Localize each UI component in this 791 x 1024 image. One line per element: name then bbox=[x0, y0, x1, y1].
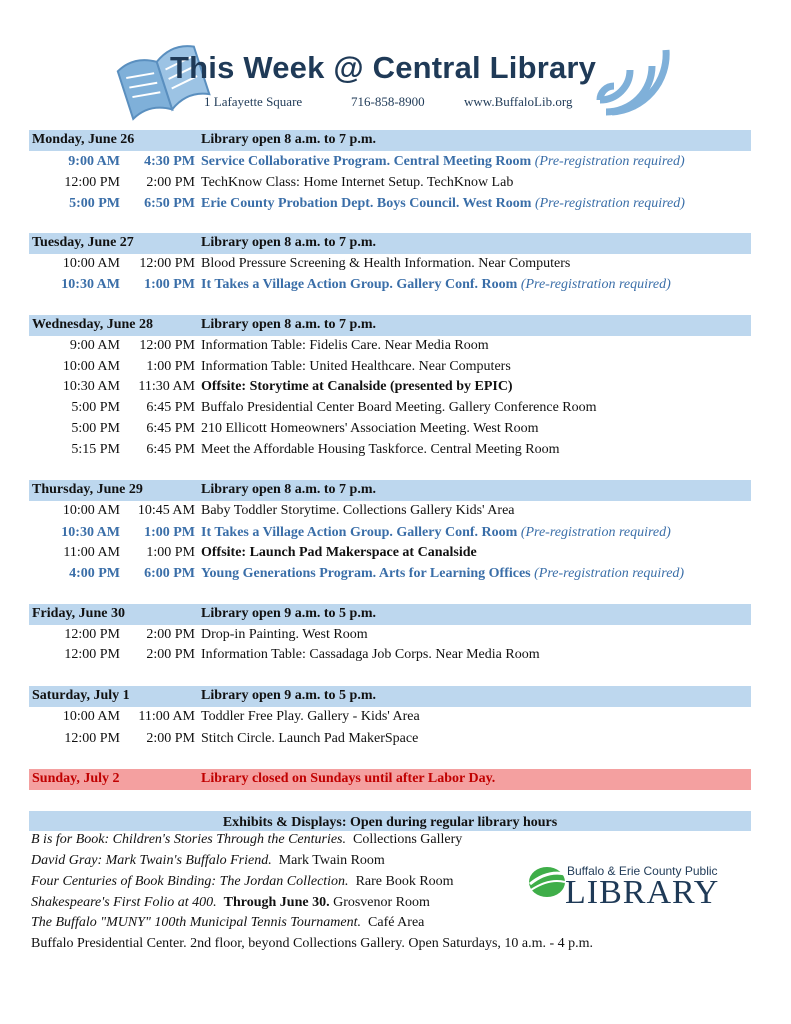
event-row bbox=[0, 731, 791, 751]
event-end: 6:45 PM bbox=[146, 400, 195, 415]
day-name: Friday, June 30 bbox=[32, 606, 125, 621]
day-name: Saturday, July 1 bbox=[32, 688, 130, 703]
event-end: 11:30 AM bbox=[138, 379, 195, 394]
event-end: 2:00 PM bbox=[146, 731, 195, 746]
event-end: 1:00 PM bbox=[144, 525, 195, 540]
day-name: Sunday, July 2 bbox=[32, 771, 120, 786]
page-title: This Week @ Central Library bbox=[170, 50, 597, 85]
event-start: 10:30 AM bbox=[61, 277, 120, 292]
event-desc: Information Table: Fidelis Care. Near Media Room bbox=[201, 338, 489, 353]
day-hours: Library open 8 a.m. to 7 p.m. bbox=[201, 317, 376, 332]
day-name: Monday, June 26 bbox=[32, 132, 135, 147]
day-hours: Library open 8 a.m. to 7 p.m. bbox=[201, 132, 376, 147]
day-header-thursday bbox=[29, 480, 751, 501]
event-end: 12:00 PM bbox=[139, 256, 195, 271]
day-hours: Library open 9 a.m. to 5 p.m. bbox=[201, 688, 376, 703]
exhibits-heading bbox=[29, 811, 751, 831]
event-end: 1:00 PM bbox=[146, 545, 195, 560]
exhibit-footer-note: Buffalo Presidential Center. 2nd floor, beyond Collections Gallery. Open Saturdays, 10 a.m. - 4 p.m. bbox=[31, 936, 594, 951]
event-desc: Young Generations Program. Arts for Learning Offices bbox=[201, 566, 531, 581]
exhibit-location: Collections Gallery bbox=[353, 832, 463, 847]
event-desc: It Takes a Village Action Group. Gallery Conf. Room bbox=[201, 525, 518, 540]
day-hours: Library closed on Sundays until after Labor Day. bbox=[201, 771, 496, 786]
event-start: 5:00 PM bbox=[71, 400, 120, 415]
event-end: 6:00 PM bbox=[144, 566, 195, 581]
event-start: 11:00 AM bbox=[63, 545, 120, 560]
event-desc: Offsite: Launch Pad Makerspace at Canalside bbox=[201, 545, 477, 560]
event-note: (Pre-registration required) bbox=[534, 154, 685, 169]
event-row bbox=[0, 154, 791, 174]
event-end: 1:00 PM bbox=[144, 277, 195, 292]
event-end: 2:00 PM bbox=[146, 647, 195, 662]
event-end: 11:00 AM bbox=[138, 709, 195, 724]
event-start: 4:00 PM bbox=[69, 566, 120, 581]
event-desc: Stitch Circle. Launch Pad MakerSpace bbox=[201, 731, 419, 746]
event-desc: Drop-in Painting. West Room bbox=[201, 627, 368, 642]
day-header-friday bbox=[29, 604, 751, 625]
event-row bbox=[0, 400, 791, 420]
event-note: (Pre-registration required) bbox=[520, 277, 671, 292]
event-desc: Blood Pressure Screening & Health Information. Near Computers bbox=[201, 256, 571, 271]
exhibit-location: Rare Book Room bbox=[355, 874, 454, 889]
event-row bbox=[0, 709, 791, 729]
event-row bbox=[0, 627, 791, 647]
event-start: 12:00 PM bbox=[64, 175, 120, 190]
event-start: 12:00 PM bbox=[64, 627, 120, 642]
phone: 716-858-8900 bbox=[351, 94, 425, 109]
exhibit-title: Shakespeare's First Folio at 400. bbox=[31, 895, 217, 910]
exhibit-title: Four Centuries of Book Binding: The Jordan Collection. bbox=[31, 874, 349, 889]
exhibit-title: B is for Book: Children's Stories Through the Centuries. bbox=[31, 832, 347, 847]
day-header-tuesday bbox=[29, 233, 751, 254]
exhibit-emphasis: Through June 30. bbox=[223, 895, 330, 910]
event-row bbox=[0, 545, 791, 565]
event-row bbox=[0, 277, 791, 297]
event-desc: Information Table: United Healthcare. Near Computers bbox=[201, 359, 511, 374]
event-start: 9:00 AM bbox=[69, 338, 120, 353]
event-desc: Baby Toddler Storytime. Collections Gallery Kids' Area bbox=[201, 503, 515, 518]
website-link[interactable]: www.BuffaloLib.org bbox=[464, 94, 573, 109]
day-name: Thursday, June 29 bbox=[32, 482, 143, 497]
day-name: Tuesday, June 27 bbox=[32, 235, 134, 250]
event-note: (Pre-registration required) bbox=[520, 525, 671, 540]
logo-top-line: Buffalo & Erie County Public bbox=[567, 864, 718, 878]
event-note: (Pre-registration required) bbox=[534, 196, 685, 211]
event-start: 10:00 AM bbox=[62, 359, 120, 374]
event-desc: Information Table: Cassadaga Job Corps. Near Media Room bbox=[201, 647, 540, 662]
exhibit-item bbox=[31, 915, 424, 931]
event-start: 10:00 AM bbox=[62, 503, 120, 518]
day-hours: Library open 8 a.m. to 7 p.m. bbox=[201, 482, 376, 497]
event-row bbox=[0, 379, 791, 399]
event-end: 2:00 PM bbox=[146, 175, 195, 190]
exhibits-heading-text: Exhibits & Displays: Open during regular library hours bbox=[222, 815, 558, 830]
event-end: 6:45 PM bbox=[146, 442, 195, 457]
exhibit-location: Grosvenor Room bbox=[333, 895, 430, 910]
wifi-signal-icon bbox=[586, 38, 676, 118]
event-desc: Meet the Affordable Housing Taskforce. Central Meeting Room bbox=[201, 442, 560, 457]
event-start: 10:00 AM bbox=[62, 709, 120, 724]
event-end: 6:45 PM bbox=[146, 421, 195, 436]
event-row bbox=[0, 525, 791, 545]
event-start: 10:30 AM bbox=[62, 379, 120, 394]
event-row bbox=[0, 359, 791, 379]
logo-main-text: LIBRARY bbox=[565, 874, 720, 911]
exhibit-item bbox=[31, 853, 385, 869]
exhibit-item bbox=[31, 874, 454, 890]
exhibit-item bbox=[31, 895, 430, 911]
event-note: (Pre-registration required) bbox=[534, 566, 685, 581]
event-row bbox=[0, 566, 791, 586]
event-row bbox=[0, 442, 791, 462]
event-end: 2:00 PM bbox=[146, 627, 195, 642]
day-header-sunday bbox=[29, 769, 751, 790]
event-desc: TechKnow Class: Home Internet Setup. TechKnow Lab bbox=[201, 175, 514, 190]
event-row bbox=[0, 196, 791, 216]
exhibit-title: The Buffalo "MUNY" 100th Municipal Tennis Tournament. bbox=[31, 915, 362, 930]
day-hours: Library open 9 a.m. to 5 p.m. bbox=[201, 606, 376, 621]
event-row bbox=[0, 175, 791, 195]
day-name: Wednesday, June 28 bbox=[32, 317, 153, 332]
event-end: 1:00 PM bbox=[146, 359, 195, 374]
event-row bbox=[0, 421, 791, 441]
event-end: 4:30 PM bbox=[144, 154, 195, 169]
event-desc: Erie County Probation Dept. Boys Council. West Room bbox=[201, 196, 532, 211]
event-start: 10:30 AM bbox=[61, 525, 120, 540]
event-desc: Service Collaborative Program. Central Meeting Room bbox=[201, 154, 532, 169]
day-hours: Library open 8 a.m. to 7 p.m. bbox=[201, 235, 376, 250]
event-start: 5:00 PM bbox=[69, 196, 120, 211]
event-desc: Offsite: Storytime at Canalside (presented by EPIC) bbox=[201, 379, 513, 394]
event-desc: 210 Ellicott Homeowners' Association Meeting. West Room bbox=[201, 421, 539, 436]
event-row bbox=[0, 647, 791, 667]
event-start: 5:15 PM bbox=[71, 442, 120, 457]
day-header-monday bbox=[29, 130, 751, 151]
exhibit-location: Mark Twain Room bbox=[278, 853, 385, 868]
event-row bbox=[0, 503, 791, 523]
exhibit-item bbox=[31, 832, 462, 848]
event-start: 12:00 PM bbox=[64, 731, 120, 746]
address: 1 Lafayette Square bbox=[204, 94, 303, 109]
event-desc: It Takes a Village Action Group. Gallery Conf. Room bbox=[201, 277, 518, 292]
event-start: 12:00 PM bbox=[64, 647, 120, 662]
event-row bbox=[0, 256, 791, 276]
exhibit-title: David Gray: Mark Twain's Buffalo Friend. bbox=[31, 853, 272, 868]
event-start: 9:00 AM bbox=[68, 154, 120, 169]
event-end: 12:00 PM bbox=[139, 338, 195, 353]
leaf-swoosh-icon bbox=[527, 864, 567, 900]
event-start: 10:00 AM bbox=[62, 256, 120, 271]
event-start: 5:00 PM bbox=[71, 421, 120, 436]
day-header-wednesday bbox=[29, 315, 751, 336]
exhibit-location: Café Area bbox=[368, 915, 425, 930]
event-desc: Toddler Free Play. Gallery - Kids' Area bbox=[201, 709, 420, 724]
event-desc: Buffalo Presidential Center Board Meeting. Gallery Conference Room bbox=[201, 400, 597, 415]
day-header-saturday bbox=[29, 686, 751, 707]
event-end: 10:45 AM bbox=[137, 503, 195, 518]
event-row bbox=[0, 338, 791, 358]
event-end: 6:50 PM bbox=[144, 196, 195, 211]
